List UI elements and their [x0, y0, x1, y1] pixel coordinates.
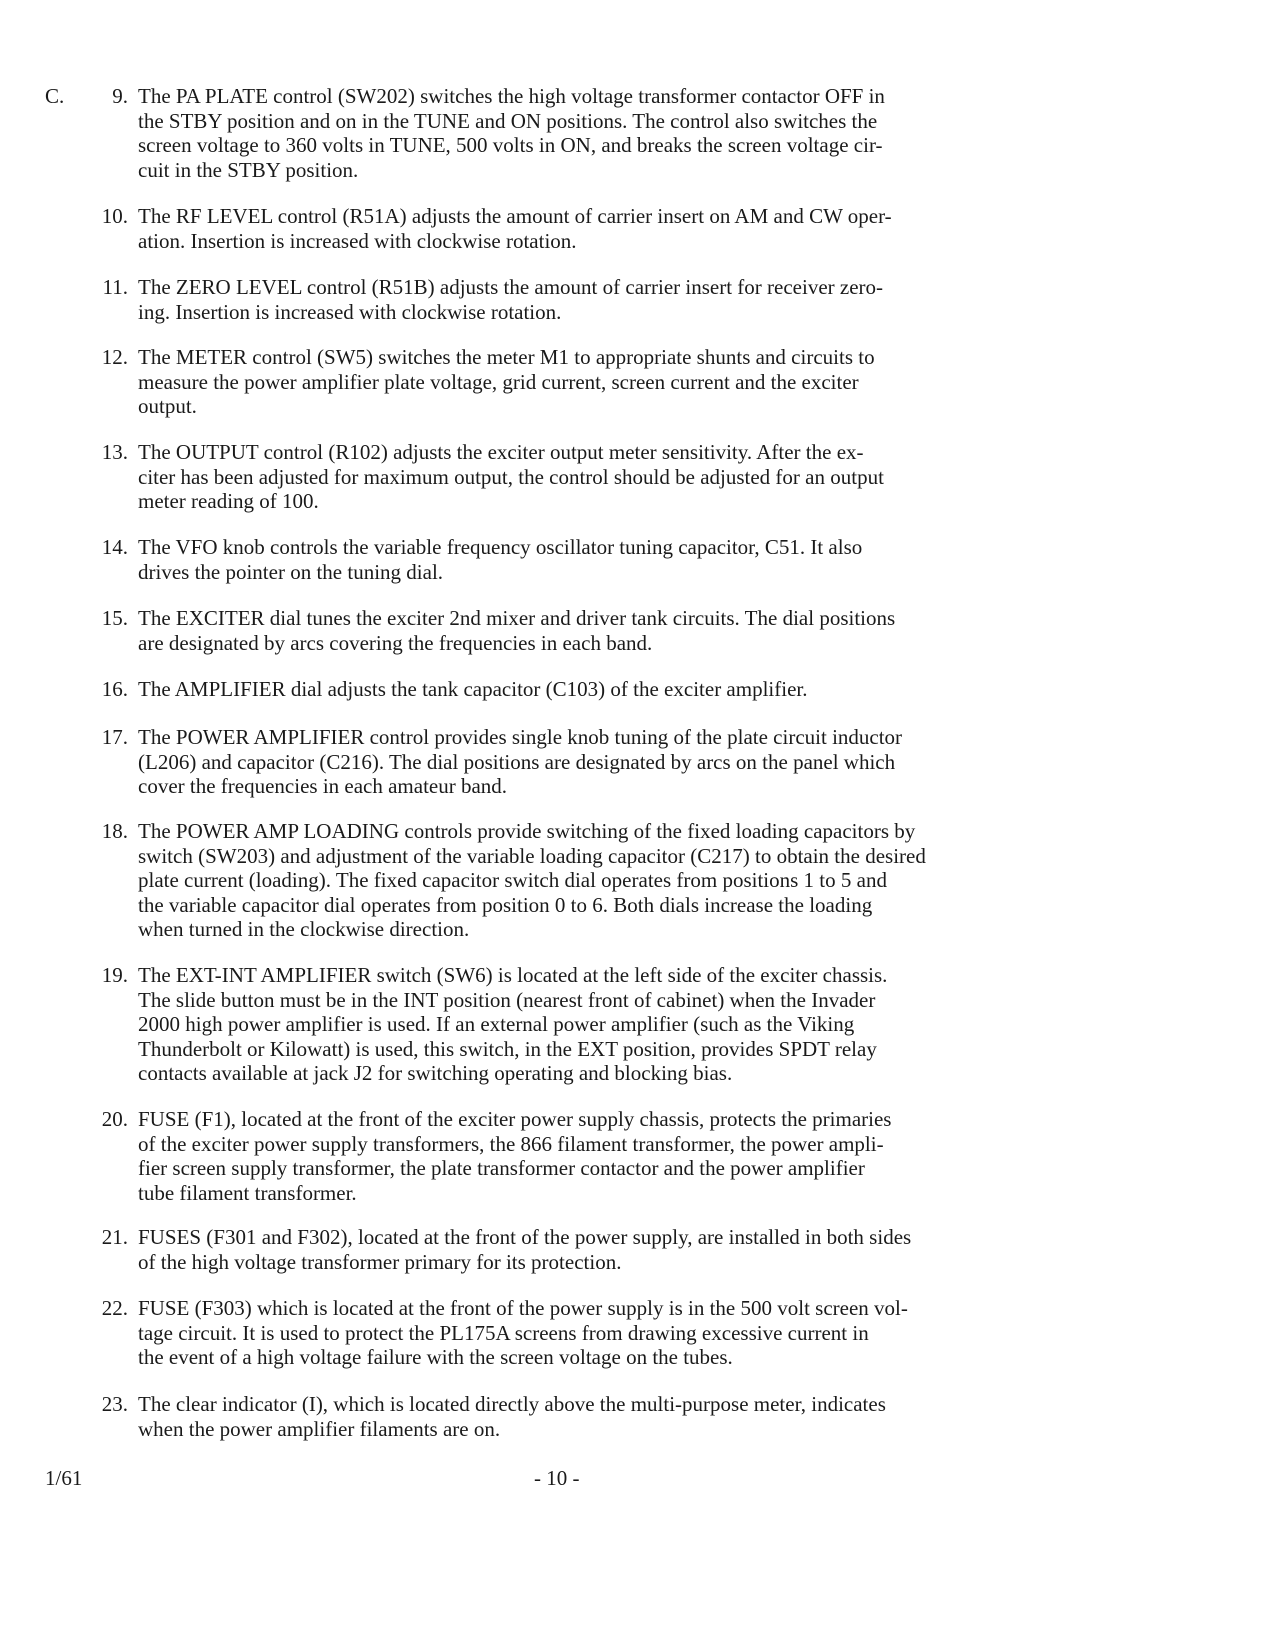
item-text [138, 345, 875, 419]
item-number: 14. [101, 535, 128, 559]
item-number: 13. [101, 440, 128, 464]
text-line: The METER control (SW5) switches the meter M1 to appropriate shunts and circuits to [138, 345, 875, 369]
text-line: screen voltage to 360 volts in TUNE, 500 volts in ON, and breaks the screen voltage cir- [138, 133, 883, 158]
text-line: The OUTPUT control (R102) adjusts the exciter output meter sensitivity. After the ex- [138, 440, 864, 464]
text-line: switch (SW203) and adjustment of the variable loading capacitor (C217) to obtain the desired [138, 843, 926, 868]
item-text [138, 1296, 908, 1370]
item-text [138, 606, 895, 655]
item-text [138, 819, 926, 942]
text-line: Thunderbolt or Kilowatt) is used, this switch, in the EXT position, provides SPDT relay [138, 1036, 877, 1061]
text-line: The RF LEVEL control (R51A) adjusts the amount of carrier insert on AM and CW oper- [138, 204, 892, 228]
item-text [138, 84, 885, 182]
text-line: The slide button must be in the INT position (nearest front of cabinet) when the Invader [138, 987, 876, 1012]
item-number: 11. [102, 275, 128, 299]
item-number: 15. [101, 606, 128, 630]
text-line: measure the power amplifier plate voltage, grid current, screen current and the exciter [138, 369, 859, 394]
text-line: The AMPLIFIER dial adjusts the tank capacitor (C103) of the exciter amplifier. [138, 677, 808, 701]
text-line: the variable capacitor dial operates from position 0 to 6. Both dials increase the loading [138, 892, 873, 917]
text-line: of the high voltage transformer primary for its protection. [138, 1249, 622, 1274]
text-line: cover the frequencies in each amateur band. [138, 774, 508, 799]
item-number: 16. [101, 677, 128, 701]
text-line: tage circuit. It is used to protect the PL175A screens from drawing excessive current in [138, 1320, 869, 1345]
text-line: fier screen supply transformer, the plate transformer contactor and the power amplifier [138, 1156, 865, 1181]
text-line: FUSE (F303) which is located at the front of the power supply is in the 500 volt screen vol- [138, 1296, 908, 1320]
item-number: 23. [101, 1392, 128, 1416]
text-line: The POWER AMP LOADING controls provide switching of the fixed loading capacitors by [138, 819, 916, 843]
text-line: FUSES (F301 and F302), located at the front of the power supply, are installed in both sides [138, 1225, 912, 1249]
text-line: The ZERO LEVEL control (R51B) adjusts the amount of carrier insert for receiver zero- [138, 275, 884, 299]
text-line: contacts available at jack J2 for switching operating and blocking bias. [138, 1061, 733, 1086]
item-text [138, 1392, 886, 1441]
item-number: 20. [101, 1107, 128, 1131]
text-line: the STBY position and on in the TUNE and ON positions. The control also switches the [138, 108, 878, 133]
item-text [138, 275, 883, 324]
text-line: tube filament transformer. [138, 1180, 357, 1205]
text-line: The EXCITER dial tunes the exciter 2nd mixer and driver tank circuits. The dial positions [138, 606, 896, 630]
text-line: when turned in the clockwise direction. [138, 917, 470, 942]
item-number: 19. [101, 963, 128, 987]
text-line: are designated by arcs covering the frequencies in each band. [138, 630, 653, 655]
text-line: ing. Insertion is increased with clockwise rotation. [138, 299, 562, 324]
item-text [138, 1107, 891, 1205]
item-number: 10. [101, 204, 128, 228]
text-line: FUSE (F1), located at the front of the exciter power supply chassis, protects the primaries [138, 1107, 892, 1131]
item-text [138, 677, 808, 702]
text-line: The clear indicator (I), which is located directly above the multi-purpose meter, indicates [138, 1392, 886, 1416]
text-line: when the power amplifier filaments are on. [138, 1416, 501, 1441]
text-line: The POWER AMPLIFIER control provides single knob tuning of the plate circuit inductor [138, 725, 903, 749]
text-line: the event of a high voltage failure with the screen voltage on the tubes. [138, 1345, 733, 1370]
text-line: The PA PLATE control (SW202) switches the high voltage transformer contactor OFF in [138, 84, 885, 108]
text-line: (L206) and capacitor (C216). The dial positions are designated by arcs on the panel which [138, 749, 896, 774]
item-text [138, 725, 902, 799]
text-line: cuit in the STBY position. [138, 157, 359, 182]
text-line: ation. Insertion is increased with clockwise rotation. [138, 228, 577, 253]
item-number: 21. [101, 1225, 128, 1249]
item-number: 12. [101, 345, 128, 369]
item-text [138, 535, 862, 584]
section-label: C. [45, 84, 65, 108]
item-text [138, 440, 884, 514]
page-number: - 10 - [534, 1466, 580, 1490]
text-line: plate current (loading). The fixed capacitor switch dial operates from positions 1 to 5 and [138, 868, 887, 893]
item-number: 17. [101, 725, 128, 749]
item-number: 18. [101, 819, 128, 843]
text-line: output. [138, 394, 197, 419]
item-number: 22. [101, 1296, 128, 1320]
text-line: 2000 high power amplifier is used. If an external power amplifier (such as the Viking [138, 1012, 855, 1037]
text-line: citer has been adjusted for maximum output, the control should be adjusted for an output [138, 464, 884, 489]
item-number: 9. [112, 84, 128, 108]
item-text [138, 204, 892, 253]
text-line: of the exciter power supply transformers, the 866 filament transformer, the power ampli- [138, 1131, 884, 1156]
footer-date: 1/61 [45, 1466, 83, 1490]
item-text [138, 1225, 911, 1274]
text-line: meter reading of 100. [138, 489, 319, 514]
item-text [138, 963, 887, 1086]
text-line: The EXT-INT AMPLIFIER switch (SW6) is located at the left side of the exciter chassis. [138, 963, 888, 987]
text-line: The VFO knob controls the variable frequency oscillator tuning capacitor, C51. It also [138, 535, 863, 559]
text-line: drives the pointer on the tuning dial. [138, 559, 444, 584]
